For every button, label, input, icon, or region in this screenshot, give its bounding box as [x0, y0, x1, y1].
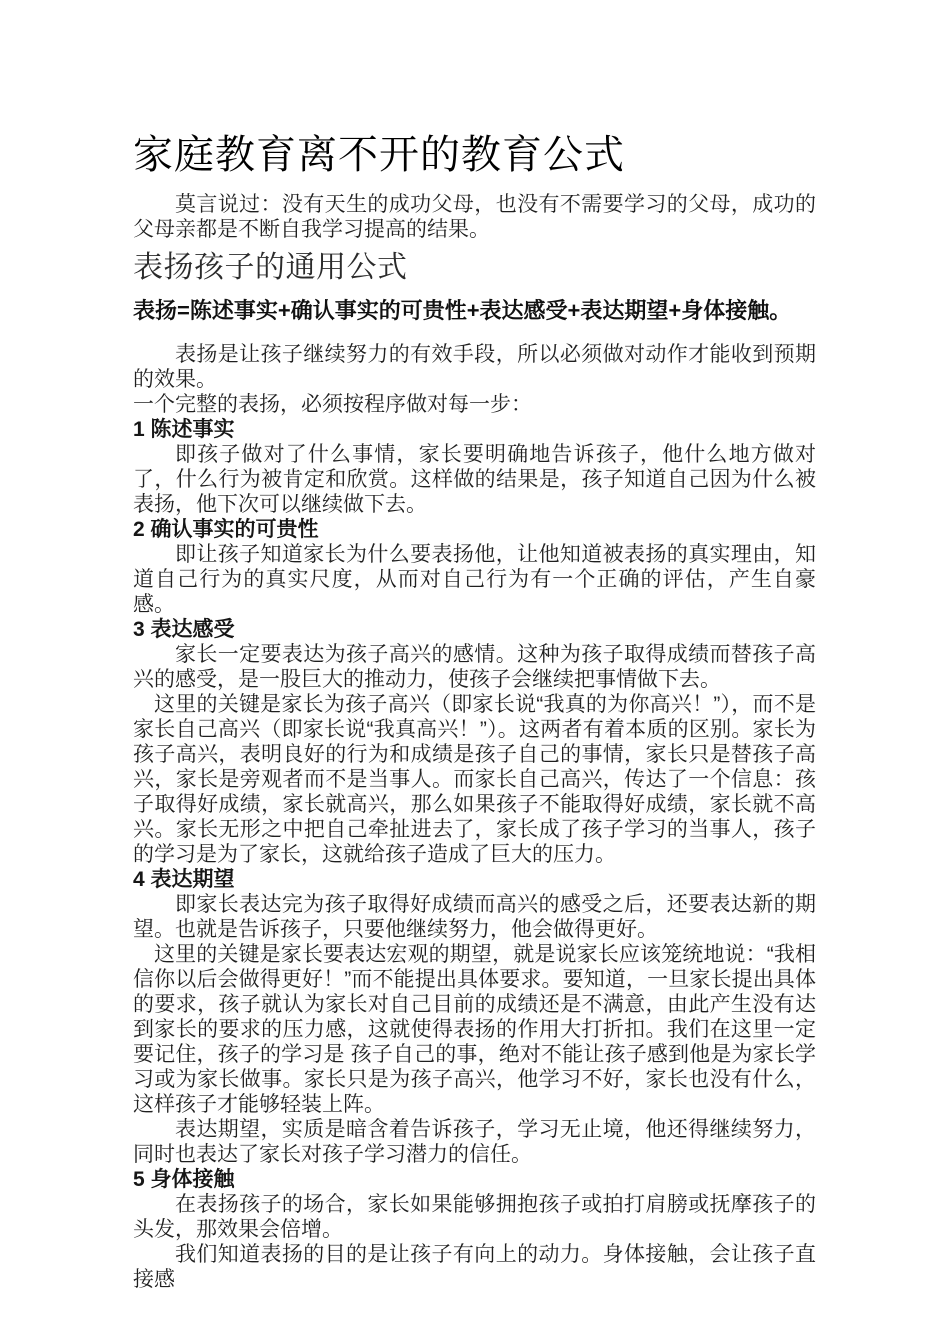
- intro-paragraph: 莫言说过：没有天生的成功父母，也没有不需要学习的父母，成功的父母亲都是不断自我学习提高的结果。: [133, 193, 816, 241]
- step-4-paragraph-3: 表达期望，实质是暗含着告诉孩子，学习无止境，他还得继续努力，同时也表达了家长对孩子学习潜力的信任。: [133, 1117, 816, 1166]
- step-heading-5: 5 身体接触: [133, 1167, 235, 1191]
- document-title: 家庭教育离不开的教育公式: [133, 133, 625, 177]
- step-2-paragraph: 即让孩子知道家长为什么要表扬他，让他知道被表扬的真实理由，知道自己行为的真实尺度，从而对自己行为有一个正确的评估，产生自豪感。: [133, 542, 816, 616]
- step-heading-4: 4 表达期望: [133, 867, 235, 891]
- section-heading: 表扬孩子的通用公式: [133, 251, 408, 284]
- step-3-paragraph-2: 这里的关键是家长为孩子高兴（即家长说“我真的为你高兴！”），而不是家长自己高兴（即家长说“我真高兴！”）。这两者有着本质的区别。家长为孩子高兴，表明良好的行为和成绩是孩子自己的事情，家长只是替孩子高兴，家长是旁观者而不是当事人。而家长自己高兴，传达了一个信息：孩子取得好成绩，家长就高兴，那么如果孩子不能取得好成绩，家长就不高兴。家长无形之中把自己牵扯进去了，家长成了孩子学习的当事人，孩子的学习是为了家长，这就给孩子造成了巨大的压力。: [133, 692, 816, 866]
- step-5-paragraph-1: 在表扬孩子的场合，家长如果能够拥抱孩子或拍打肩膀或抚摩孩子的头发，那效果会倍增。: [133, 1192, 816, 1241]
- step-3-paragraph-1: 家长一定要表达为孩子高兴的感情。这种为孩子取得成绩而替孩子高兴的感受，是一股巨大的推动力，使孩子会继续把事情做下去。: [133, 642, 816, 691]
- formula-line: 表扬=陈述事实+确认事实的可贵性+表达感受+表达期望+身体接触。: [133, 298, 792, 323]
- step-1-paragraph: 即孩子做对了什么事情，家长要明确地告诉孩子，他什么地方做对了，什么行为被肯定和欣赏。这样做的结果是，孩子知道自己因为什么被表扬，他下次可以继续做下去。: [133, 442, 816, 516]
- step-heading-3: 3 表达感受: [133, 617, 235, 641]
- step-heading-1: 1 陈述事实: [133, 417, 235, 441]
- lead-paragraph: 表扬是让孩子继续努力的有效手段，所以必须做对动作才能收到预期的效果。: [133, 342, 816, 391]
- step-5-paragraph-2: 我们知道表扬的目的是让孩子有向上的动力。身体接触，会让孩子直接感: [133, 1242, 816, 1291]
- step-heading-2: 2 确认事实的可贵性: [133, 517, 319, 541]
- procedure-line: 一个完整的表扬，必须按程序做对每一步：: [133, 392, 532, 416]
- step-4-paragraph-2: 这里的关键是家长要表达宏观的期望，就是说家长应该笼统地说：“我相信你以后会做得更好！”而不能提出具体要求。要知道，一旦家长提出具体的要求，孩子就认为家长对自己目前的成绩还是不满意，由此产生没有达到家长的要求的压力感，这就使得表扬的作用大打折扣。我们在这里一定要记住，孩子的学习是 孩子自己的事，绝对不能让孩子感到他是为家长学习或为家长做事。家长只是为孩子高兴，他学习不好，家长也没有什么，这样孩子才能够轻装上阵。: [133, 942, 816, 1116]
- step-4-paragraph-1: 即家长表达完为孩子取得好成绩而高兴的感受之后，还要表达新的期望。也就是告诉孩子，只要他继续努力，他会做得更好。: [133, 892, 816, 941]
